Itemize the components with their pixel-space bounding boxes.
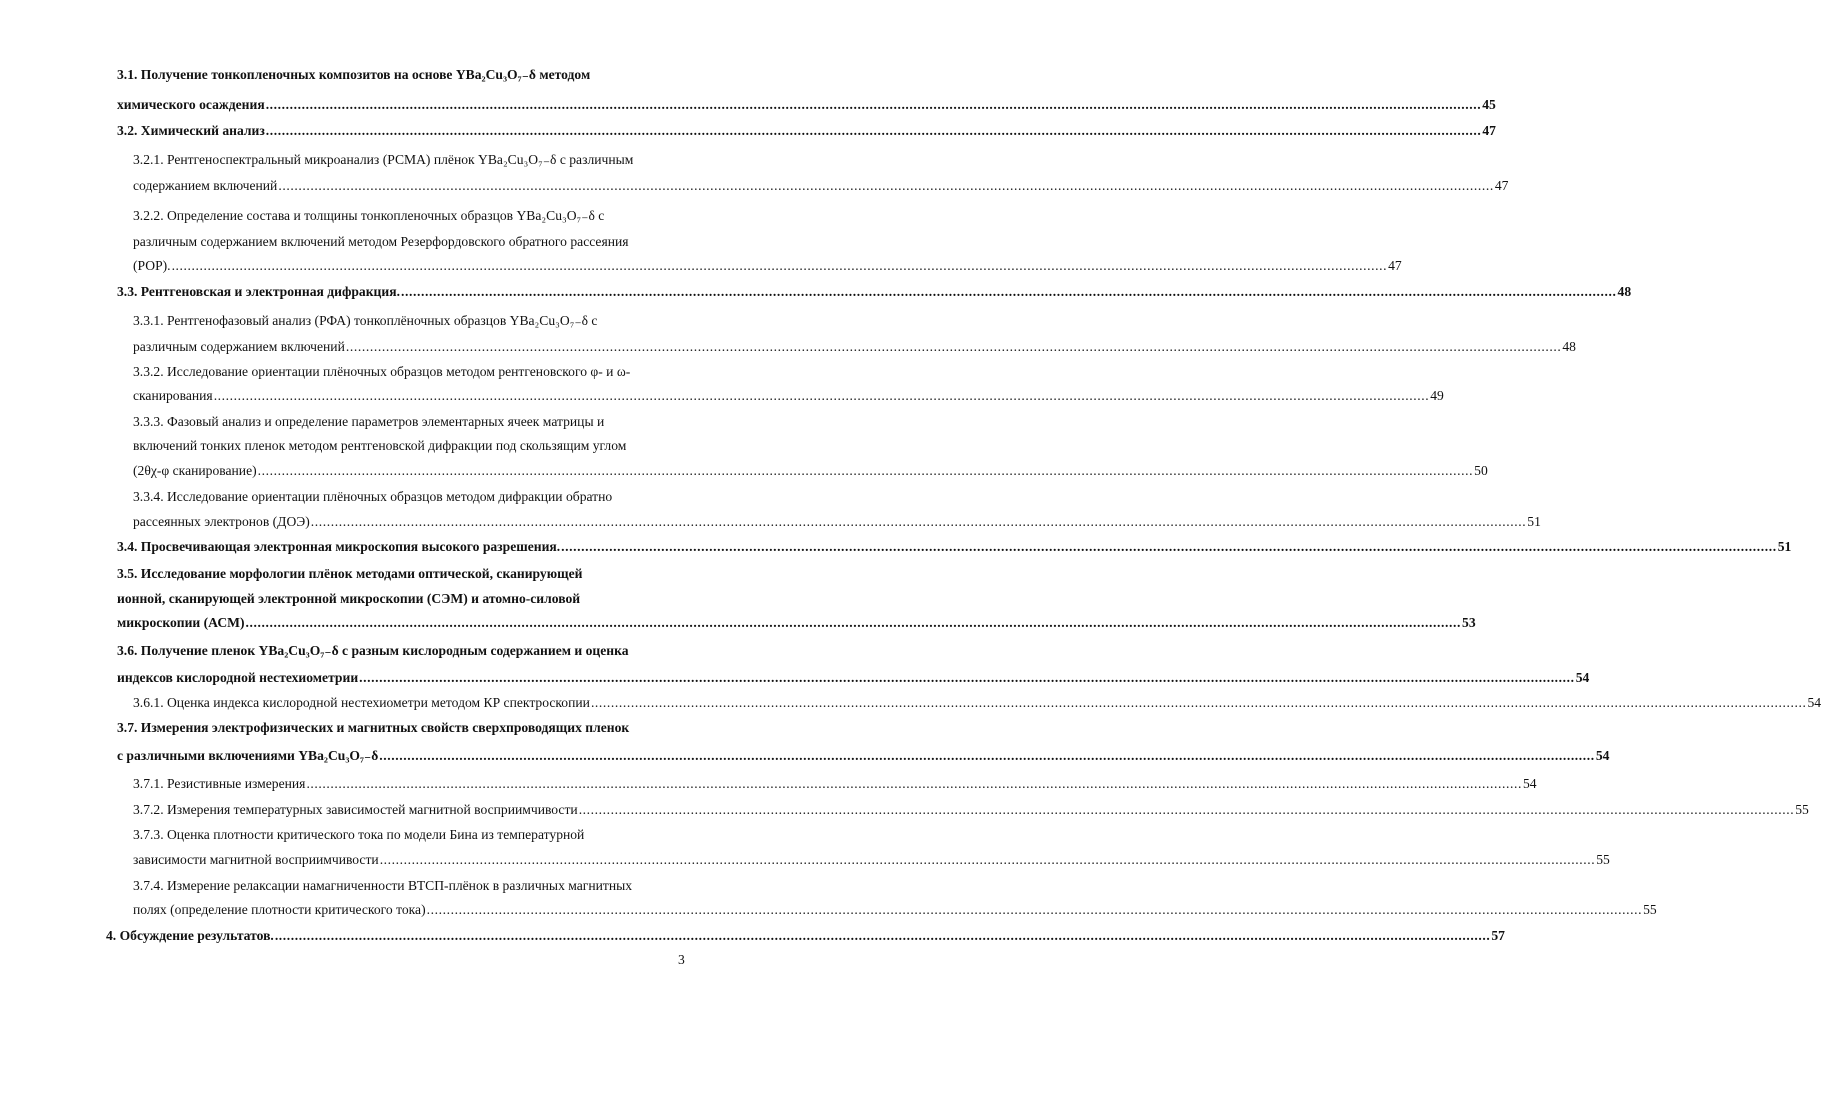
toc-dot-leader: ................................................................................................................................................................................................................................................................................................................: [379, 748, 1595, 763]
toc-entry-3-4: [117, 538, 1792, 556]
toc-page-number: 53: [1462, 615, 1476, 630]
toc-page-number: 49: [1430, 388, 1444, 403]
toc-entry-3-7-line-1: 3.7. Измерения электрофизических и магнитных свойств сверхпроводящих пленок: [117, 720, 630, 735]
toc-page-number: 50: [1474, 463, 1488, 478]
toc-entry-title: 3.4. Просвечивающая электронная микроскопия высокого разрешения.: [117, 539, 561, 554]
toc-entry-title: различным содержанием включений: [133, 339, 345, 354]
toc-entry-title: 3.6.1. Оценка индекса кислородной нестехиометри методом КР спектроскопии: [133, 695, 590, 710]
toc-entry-3-1-line-1: 3.1. Получение тонкопленочных композитов на основе YBa₂Cu₃O₇₋δ методом: [117, 67, 591, 82]
toc-entry-3-6-1: [133, 694, 1821, 712]
toc-dot-leader: ................................................................................................................................................................................................................................................................................................................: [265, 123, 1482, 138]
toc-dot-leader: ................................................................................................................................................................................................................................................................................................................: [265, 97, 1482, 112]
toc-entry-3-2-1-line-1: 3.2.1. Рентгеноспектральный микроанализ (РСМА) плёнок YBa₂Cu₃O₇₋δ с различным: [133, 152, 634, 167]
toc-entry-title: полях (определение плотности критического тока): [133, 902, 426, 917]
toc-entry-title: 3.2. Химический анализ: [117, 123, 265, 138]
toc-dot-leader: ................................................................................................................................................................................................................................................................................................................: [306, 776, 1522, 791]
toc-entry-3-2-2-line-1: 3.2.2. Определение состава и толщины тонкопленочных образцов YBa₂Cu₃O₇₋δ с: [133, 208, 605, 223]
toc-page-number: 55: [1643, 902, 1657, 917]
toc-dot-leader: ................................................................................................................................................................................................................................................................................................................: [310, 514, 1527, 529]
toc-entry-4: [106, 927, 1505, 945]
toc-page-number: 54: [1595, 748, 1610, 763]
toc-entry-3-7-2: [133, 801, 1809, 819]
toc-page-number: 54: [1575, 670, 1590, 685]
toc-entry-3-3-3-line-1: 3.3.3. Фазовый анализ и определение параметров элементарных ячеек матрицы и: [133, 414, 605, 429]
toc-page-number: 47: [1494, 178, 1509, 193]
toc-page-number: 54: [1807, 695, 1821, 710]
toc-entry-title: индексов кислородной нестехиометрии: [117, 670, 359, 685]
toc-entry-3-7-4-line-2: [133, 901, 1657, 919]
toc-entry-title: рассеянных электронов (ДОЭ): [133, 514, 310, 529]
toc-entry-3-6-line-1: 3.6. Получение пленок YBa₂Cu₃O₇₋δ с разным кислородным содержанием и оценка: [117, 643, 629, 658]
toc-entry-title: 3.7.1. Резистивные измерения: [133, 776, 306, 791]
toc-entry-3-6-line-2: [117, 669, 1590, 687]
toc-dot-leader: ................................................................................................................................................................................................................................................................................................................: [345, 339, 1562, 354]
toc-entry-title: 4. Обсуждение результатов.: [106, 928, 274, 943]
toc-entry-title: сканирования: [133, 388, 213, 403]
toc-entry-3-3-3-line-3: [133, 462, 1488, 480]
toc-page-number: 51: [1527, 514, 1541, 529]
toc-dot-leader: ................................................................................................................................................................................................................................................................................................................: [278, 178, 1494, 193]
toc-entry-3-3-1-line-2: [133, 338, 1576, 356]
toc-dot-leader: ................................................................................................................................................................................................................................................................................................................: [274, 928, 1491, 943]
toc-dot-leader: ................................................................................................................................................................................................................................................................................................................: [359, 670, 1575, 685]
toc-entry-3-7-3-line-2: [133, 851, 1610, 869]
toc-page-number: 47: [1388, 258, 1402, 273]
toc-entry-title: зависимости магнитной восприимчивости: [133, 852, 379, 867]
toc-dot-leader: ................................................................................................................................................................................................................................................................................................................: [213, 388, 1430, 403]
toc-entry-title: с различными включениями YBa₂Cu₃O₇₋δ: [117, 748, 379, 763]
toc-entry-title: (РОР).: [133, 258, 171, 273]
toc-entry-title: химического осаждения: [117, 97, 265, 112]
toc-entry-3-2-2-line-3: [133, 257, 1402, 275]
toc-page-number: 55: [1596, 852, 1610, 867]
toc-page-number: 55: [1795, 802, 1809, 817]
toc-entry-3-1-line-2: [117, 96, 1496, 114]
toc-entry-3-2-1-line-2: [133, 177, 1509, 195]
toc-entry-title: содержанием включений: [133, 178, 278, 193]
toc-page-number: 45: [1482, 97, 1496, 112]
toc-entry-3-7-line-2: [117, 747, 1610, 765]
toc-entry-3-3-2-line-2: [133, 387, 1444, 405]
toc-page-number: 51: [1777, 539, 1792, 554]
toc-entry-3-5-line-1: 3.5. Исследование морфологии плёнок методами оптической, сканирующей: [117, 566, 583, 581]
toc-page-number: 47: [1482, 123, 1496, 138]
toc-entry-3-5-line-3: [117, 614, 1476, 632]
toc-dot-leader: ................................................................................................................................................................................................................................................................................................................: [561, 539, 1777, 554]
toc-entry-title: 3.7.2. Измерения температурных зависимостей магнитной восприимчивости: [133, 802, 578, 817]
toc-dot-leader: ................................................................................................................................................................................................................................................................................................................: [257, 463, 1474, 478]
toc-page-number: 48: [1562, 339, 1576, 354]
toc-entry-3-3-4-line-2: [133, 513, 1541, 531]
page-number: 3: [678, 952, 685, 967]
toc-entry-3-3-2-line-1: 3.3.2. Исследование ориентации плёночных образцов методом рентгеновского φ- и ω-: [133, 364, 631, 379]
toc-dot-leader: ................................................................................................................................................................................................................................................................................................................: [379, 852, 1596, 867]
toc-dot-leader: ................................................................................................................................................................................................................................................................................................................: [245, 615, 1462, 630]
toc-entry-3-2-2-line-2: различным содержанием включений методом Резерфордовского обратного рассеяния: [133, 234, 629, 249]
toc-entry-3-3-1-line-1: 3.3.1. Рентгенофазовый анализ (РФА) тонкоплёночных образцов YBa₂Cu₃O₇₋δ с: [133, 313, 598, 328]
toc-entry-3-3-3-line-2: включений тонких пленок методом рентгеновской дифракции под скользящим углом: [133, 438, 627, 453]
toc-entry-title: 3.3. Рентгеновская и электронная дифракция.: [117, 284, 400, 299]
toc-entry-title: микроскопии (АСМ): [117, 615, 245, 630]
toc-page-number: 57: [1491, 928, 1505, 943]
toc-dot-leader: ................................................................................................................................................................................................................................................................................................................: [426, 902, 1643, 917]
toc-dot-leader: ................................................................................................................................................................................................................................................................................................................: [400, 284, 1617, 299]
toc-entry-3-7-1: [133, 775, 1537, 793]
toc-page-number: 54: [1522, 776, 1537, 791]
toc-dot-leader: ................................................................................................................................................................................................................................................................................................................: [590, 695, 1807, 710]
toc-entry-3-2: [117, 122, 1496, 140]
toc-entry-3-5-line-2: ионной, сканирующей электронной микроскопии (СЭМ) и атомно-силовой: [117, 591, 581, 606]
toc-entry-3-7-4-line-1: 3.7.4. Измерение релаксации намагниченности ВТСП-плёнок в различных магнитных: [133, 878, 633, 893]
toc-entry-3-3-4-line-1: 3.3.4. Исследование ориентации плёночных образцов методом дифракции обратно: [133, 489, 613, 504]
toc-dot-leader: ................................................................................................................................................................................................................................................................................................................: [171, 258, 1388, 273]
toc-page-number: 48: [1617, 284, 1632, 299]
toc-entry-3-7-3-line-1: 3.7.3. Оценка плотности критического тока по модели Бина из температурной: [133, 827, 585, 842]
toc-entry-title: (2θχ-φ сканирование): [133, 463, 257, 478]
toc-dot-leader: ................................................................................................................................................................................................................................................................................................................: [578, 802, 1795, 817]
toc-entry-3-3: [117, 283, 1632, 301]
